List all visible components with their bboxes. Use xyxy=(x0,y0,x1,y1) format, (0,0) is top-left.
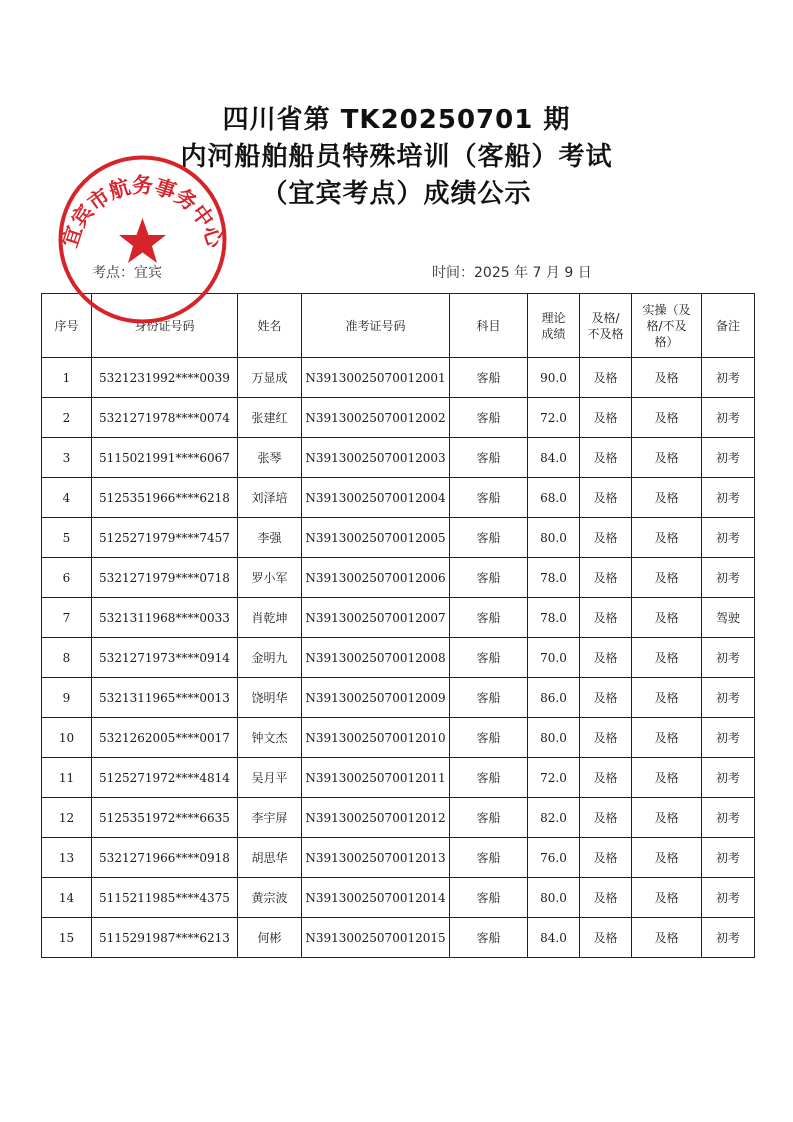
index-cell: 14 xyxy=(42,878,92,918)
table-row xyxy=(42,878,755,918)
theory-score-cell: 76.0 xyxy=(528,838,580,878)
subject-cell: 客船 xyxy=(450,438,528,478)
index-cell: 7 xyxy=(42,598,92,638)
theory-score-cell: 72.0 xyxy=(528,398,580,438)
subject-cell: 客船 xyxy=(450,398,528,438)
subject-cell: 客船 xyxy=(450,838,528,878)
exam-date: 时间：2025 年 7 月 9 日 xyxy=(432,265,592,281)
admission-no-cell: N39130025070012002 xyxy=(302,398,450,438)
id-number-cell: 5321231992****0039 xyxy=(92,358,238,398)
practice-result-cell: 及格 xyxy=(632,878,702,918)
subject-cell: 客船 xyxy=(450,918,528,958)
index-cell: 3 xyxy=(42,438,92,478)
admission-no-cell: N39130025070012007 xyxy=(302,598,450,638)
name-cell: 罗小军 xyxy=(238,558,302,598)
table-row xyxy=(42,478,755,518)
name-cell: 李强 xyxy=(238,518,302,558)
note-cell: 初考 xyxy=(702,758,755,798)
practice-result-cell: 及格 xyxy=(632,758,702,798)
header-id-number: 身份证号码 xyxy=(92,294,238,358)
theory-score-cell: 68.0 xyxy=(528,478,580,518)
table-row xyxy=(42,518,755,558)
header-practice xyxy=(632,294,702,358)
index-cell: 2 xyxy=(42,398,92,438)
note-cell: 初考 xyxy=(702,558,755,598)
practice-result-cell: 及格 xyxy=(632,358,702,398)
theory-result-cell: 及格 xyxy=(580,758,632,798)
header-subject: 科目 xyxy=(450,294,528,358)
id-number-cell: 5125271979****7457 xyxy=(92,518,238,558)
theory-result-cell: 及格 xyxy=(580,358,632,398)
id-number-cell: 5115021991****6067 xyxy=(92,438,238,478)
id-number-cell: 5321271979****0718 xyxy=(92,558,238,598)
subject-cell: 客船 xyxy=(450,758,528,798)
seal-star-icon xyxy=(119,218,166,263)
name-cell: 李宇屏 xyxy=(238,798,302,838)
admission-no-cell: N39130025070012012 xyxy=(302,798,450,838)
table-row xyxy=(42,718,755,758)
note-cell: 初考 xyxy=(702,678,755,718)
table-row xyxy=(42,678,755,718)
theory-score-cell: 70.0 xyxy=(528,638,580,678)
table-header-row xyxy=(42,294,755,358)
practice-result-cell: 及格 xyxy=(632,798,702,838)
theory-score-cell: 80.0 xyxy=(528,718,580,758)
theory-score-cell: 90.0 xyxy=(528,358,580,398)
admission-no-cell: N39130025070012015 xyxy=(302,918,450,958)
theory-result-cell: 及格 xyxy=(580,838,632,878)
header-theory-score-l2: 成绩 xyxy=(541,326,566,341)
index-cell: 5 xyxy=(42,518,92,558)
document-title xyxy=(0,102,793,213)
note-cell: 初考 xyxy=(702,918,755,958)
theory-result-cell: 及格 xyxy=(580,878,632,918)
subject-cell: 客船 xyxy=(450,478,528,518)
name-cell: 饶明华 xyxy=(238,678,302,718)
note-cell: 初考 xyxy=(702,878,755,918)
name-cell: 胡思华 xyxy=(238,838,302,878)
practice-result-cell: 及格 xyxy=(632,558,702,598)
name-cell: 张琴 xyxy=(238,438,302,478)
id-number-cell: 5115211985****4375 xyxy=(92,878,238,918)
practice-result-cell: 及格 xyxy=(632,718,702,758)
theory-result-cell: 及格 xyxy=(580,678,632,718)
header-practice-l3: 格） xyxy=(654,334,679,349)
index-cell: 15 xyxy=(42,918,92,958)
theory-result-cell: 及格 xyxy=(580,438,632,478)
theory-score-cell: 78.0 xyxy=(528,598,580,638)
grades-table xyxy=(41,293,755,958)
theory-score-cell: 84.0 xyxy=(528,918,580,958)
note-cell: 初考 xyxy=(702,398,755,438)
note-cell: 初考 xyxy=(702,718,755,758)
subject-cell: 客船 xyxy=(450,718,528,758)
id-number-cell: 5125351966****6218 xyxy=(92,478,238,518)
theory-result-cell: 及格 xyxy=(580,718,632,758)
header-theory-score-l1: 理论 xyxy=(541,310,566,325)
header-note: 备注 xyxy=(702,294,755,358)
index-cell: 4 xyxy=(42,478,92,518)
name-cell: 万显成 xyxy=(238,358,302,398)
title-line-3: （宜宾考点）成绩公示 xyxy=(261,179,532,209)
name-cell: 吴月平 xyxy=(238,758,302,798)
header-theory-pass xyxy=(580,294,632,358)
header-theory-pass-l1: 及格/ xyxy=(591,310,620,325)
title-line-2: 内河船舶船员特殊培训（客船）考试 xyxy=(180,142,613,172)
admission-no-cell: N39130025070012006 xyxy=(302,558,450,598)
theory-result-cell: 及格 xyxy=(580,798,632,838)
table-body xyxy=(42,358,755,958)
index-cell: 11 xyxy=(42,758,92,798)
admission-no-cell: N39130025070012004 xyxy=(302,478,450,518)
practice-result-cell: 及格 xyxy=(632,398,702,438)
note-cell: 初考 xyxy=(702,478,755,518)
theory-score-cell: 82.0 xyxy=(528,798,580,838)
subject-cell: 客船 xyxy=(450,878,528,918)
name-cell: 刘泽培 xyxy=(238,478,302,518)
practice-result-cell: 及格 xyxy=(632,598,702,638)
theory-result-cell: 及格 xyxy=(580,478,632,518)
theory-result-cell: 及格 xyxy=(580,638,632,678)
note-cell: 初考 xyxy=(702,358,755,398)
admission-no-cell: N39130025070012011 xyxy=(302,758,450,798)
admission-no-cell: N39130025070012001 xyxy=(302,358,450,398)
theory-score-cell: 80.0 xyxy=(528,878,580,918)
id-number-cell: 5125351972****6635 xyxy=(92,798,238,838)
admission-no-cell: N39130025070012013 xyxy=(302,838,450,878)
meta-row xyxy=(0,262,793,286)
note-cell: 初考 xyxy=(702,518,755,558)
subject-cell: 客船 xyxy=(450,638,528,678)
subject-cell: 客船 xyxy=(450,678,528,718)
index-cell: 1 xyxy=(42,358,92,398)
note-cell: 驾驶 xyxy=(702,598,755,638)
seal-text-path: 宜宾市航务事务中心 xyxy=(57,173,228,251)
admission-no-cell: N39130025070012005 xyxy=(302,518,450,558)
header-theory-score xyxy=(528,294,580,358)
subject-cell: 客船 xyxy=(450,798,528,838)
theory-result-cell: 及格 xyxy=(580,558,632,598)
index-cell: 6 xyxy=(42,558,92,598)
practice-result-cell: 及格 xyxy=(632,478,702,518)
id-number-cell: 5321271973****0914 xyxy=(92,638,238,678)
exam-site: 考点：宜宾 xyxy=(92,265,162,281)
admission-no-cell: N39130025070012014 xyxy=(302,878,450,918)
id-number-cell: 5321262005****0017 xyxy=(92,718,238,758)
theory-score-cell: 84.0 xyxy=(528,438,580,478)
note-cell: 初考 xyxy=(702,838,755,878)
table-row xyxy=(42,558,755,598)
table-row xyxy=(42,838,755,878)
header-name: 姓名 xyxy=(238,294,302,358)
id-number-cell: 5125271972****4814 xyxy=(92,758,238,798)
index-cell: 13 xyxy=(42,838,92,878)
header-admission-no: 准考证号码 xyxy=(302,294,450,358)
theory-result-cell: 及格 xyxy=(580,518,632,558)
theory-result-cell: 及格 xyxy=(580,598,632,638)
index-cell: 10 xyxy=(42,718,92,758)
admission-no-cell: N39130025070012003 xyxy=(302,438,450,478)
index-cell: 12 xyxy=(42,798,92,838)
practice-result-cell: 及格 xyxy=(632,838,702,878)
header-index: 序号 xyxy=(42,294,92,358)
header-theory-pass-l2: 不及格 xyxy=(587,326,624,341)
id-number-cell: 5115291987****6213 xyxy=(92,918,238,958)
header-practice-l1: 实操（及 xyxy=(642,302,691,317)
theory-result-cell: 及格 xyxy=(580,918,632,958)
table-row xyxy=(42,798,755,838)
theory-score-cell: 72.0 xyxy=(528,758,580,798)
practice-result-cell: 及格 xyxy=(632,638,702,678)
name-cell: 黄宗波 xyxy=(238,878,302,918)
theory-score-cell: 86.0 xyxy=(528,678,580,718)
admission-no-cell: N39130025070012010 xyxy=(302,718,450,758)
admission-no-cell: N39130025070012008 xyxy=(302,638,450,678)
table-row xyxy=(42,598,755,638)
table-row xyxy=(42,438,755,478)
theory-score-cell: 78.0 xyxy=(528,558,580,598)
name-cell: 何彬 xyxy=(238,918,302,958)
table-row xyxy=(42,638,755,678)
practice-result-cell: 及格 xyxy=(632,518,702,558)
id-number-cell: 5321311968****0033 xyxy=(92,598,238,638)
admission-no-cell: N39130025070012009 xyxy=(302,678,450,718)
theory-score-cell: 80.0 xyxy=(528,518,580,558)
id-number-cell: 5321271966****0918 xyxy=(92,838,238,878)
theory-result-cell: 及格 xyxy=(580,398,632,438)
subject-cell: 客船 xyxy=(450,518,528,558)
name-cell: 金明九 xyxy=(238,638,302,678)
note-cell: 初考 xyxy=(702,798,755,838)
name-cell: 钟文杰 xyxy=(238,718,302,758)
note-cell: 初考 xyxy=(702,438,755,478)
practice-result-cell: 及格 xyxy=(632,678,702,718)
id-number-cell: 5321271978****0074 xyxy=(92,398,238,438)
subject-cell: 客船 xyxy=(450,358,528,398)
table-row xyxy=(42,918,755,958)
subject-cell: 客船 xyxy=(450,598,528,638)
header-practice-l2: 格/不及 xyxy=(646,318,687,333)
index-cell: 8 xyxy=(42,638,92,678)
note-cell: 初考 xyxy=(702,638,755,678)
name-cell: 张建红 xyxy=(238,398,302,438)
subject-cell: 客船 xyxy=(450,558,528,598)
table-row xyxy=(42,398,755,438)
practice-result-cell: 及格 xyxy=(632,918,702,958)
table-row xyxy=(42,358,755,398)
id-number-cell: 5321311965****0013 xyxy=(92,678,238,718)
index-cell: 9 xyxy=(42,678,92,718)
table-row xyxy=(42,758,755,798)
practice-result-cell: 及格 xyxy=(632,438,702,478)
title-line-1: 四川省第 TK20250701 期 xyxy=(222,105,571,135)
name-cell: 肖乾坤 xyxy=(238,598,302,638)
